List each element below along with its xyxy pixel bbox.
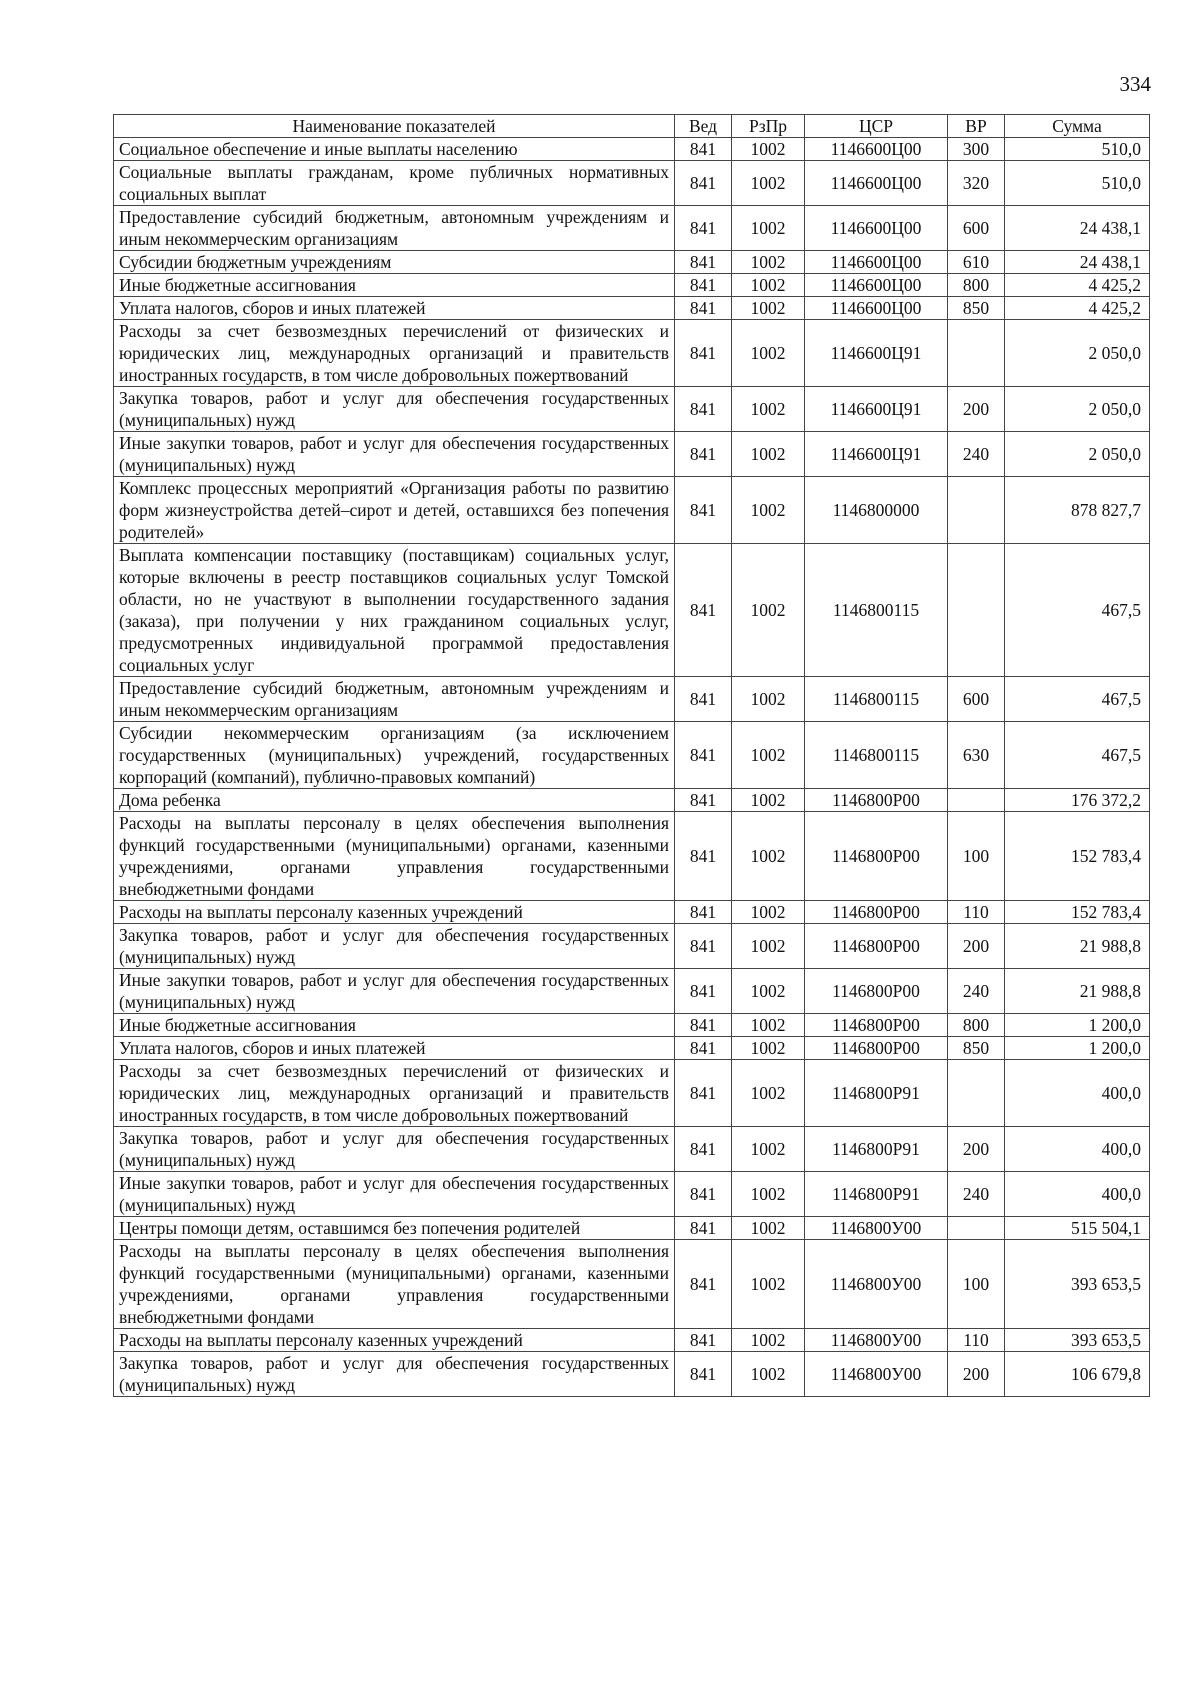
table-row bbox=[114, 138, 1150, 161]
cell-vr: 300 bbox=[948, 138, 1005, 161]
table-header-row bbox=[114, 115, 1150, 138]
cell-csr: 1146800Р91 bbox=[805, 1172, 948, 1217]
cell-rzpr: 1002 bbox=[732, 161, 805, 206]
table-row bbox=[114, 274, 1150, 297]
cell-name: Закупка товаров, работ и услуг для обеспечения государственных (муниципальных) нужд bbox=[114, 1127, 675, 1172]
cell-vr: 600 bbox=[948, 206, 1005, 251]
table-row bbox=[114, 677, 1150, 722]
cell-vr: 240 bbox=[948, 432, 1005, 477]
cell-name: Социальные выплаты гражданам, кроме публичных нормативных социальных выплат bbox=[114, 161, 675, 206]
cell-sum: 878 827,7 bbox=[1005, 477, 1150, 544]
cell-ved: 841 bbox=[675, 544, 732, 677]
cell-sum: 24 438,1 bbox=[1005, 206, 1150, 251]
cell-csr: 1146600Ц91 bbox=[805, 320, 948, 387]
cell-sum: 152 783,4 bbox=[1005, 812, 1150, 901]
cell-sum: 400,0 bbox=[1005, 1060, 1150, 1127]
cell-csr: 1146800Р00 bbox=[805, 901, 948, 924]
cell-vr bbox=[948, 1060, 1005, 1127]
table-row bbox=[114, 812, 1150, 901]
cell-rzpr: 1002 bbox=[732, 1127, 805, 1172]
cell-ved: 841 bbox=[675, 161, 732, 206]
cell-csr: 1146800Р00 bbox=[805, 1037, 948, 1060]
cell-name: Расходы за счет безвозмездных перечислений от физических и юридических лиц, международных организаций и правительств иностранных государств, в том числе добровольных пожертвований bbox=[114, 1060, 675, 1127]
header-sum: Сумма bbox=[1005, 115, 1150, 138]
cell-sum: 467,5 bbox=[1005, 544, 1150, 677]
cell-sum: 510,0 bbox=[1005, 138, 1150, 161]
cell-vr: 200 bbox=[948, 1352, 1005, 1397]
table-row bbox=[114, 387, 1150, 432]
cell-ved: 841 bbox=[675, 1060, 732, 1127]
cell-ved: 841 bbox=[675, 901, 732, 924]
cell-vr: 100 bbox=[948, 812, 1005, 901]
cell-name: Закупка товаров, работ и услуг для обеспечения государственных (муниципальных) нужд bbox=[114, 387, 675, 432]
cell-sum: 1 200,0 bbox=[1005, 1014, 1150, 1037]
cell-rzpr: 1002 bbox=[732, 901, 805, 924]
cell-ved: 841 bbox=[675, 432, 732, 477]
table-row bbox=[114, 1217, 1150, 1240]
cell-rzpr: 1002 bbox=[732, 544, 805, 677]
cell-sum: 467,5 bbox=[1005, 677, 1150, 722]
cell-rzpr: 1002 bbox=[732, 251, 805, 274]
cell-ved: 841 bbox=[675, 1217, 732, 1240]
cell-ved: 841 bbox=[675, 1172, 732, 1217]
page-number: 334 bbox=[1119, 72, 1151, 96]
cell-sum: 510,0 bbox=[1005, 161, 1150, 206]
cell-vr: 630 bbox=[948, 722, 1005, 789]
table-row bbox=[114, 544, 1150, 677]
cell-sum: 2 050,0 bbox=[1005, 320, 1150, 387]
cell-name: Уплата налогов, сборов и иных платежей bbox=[114, 1037, 675, 1060]
cell-sum: 176 372,2 bbox=[1005, 789, 1150, 812]
cell-name: Расходы на выплаты персоналу в целях обеспечения выполнения функций государственными (муниципальными) органами, казенными учреждениями, органами управления государственными внебюджетными фондами bbox=[114, 812, 675, 901]
cell-ved: 841 bbox=[675, 477, 732, 544]
table-row bbox=[114, 297, 1150, 320]
cell-csr: 1146800115 bbox=[805, 544, 948, 677]
table-row bbox=[114, 1329, 1150, 1352]
cell-name: Иные закупки товаров, работ и услуг для обеспечения государственных (муниципальных) нужд bbox=[114, 432, 675, 477]
cell-sum: 400,0 bbox=[1005, 1127, 1150, 1172]
cell-ved: 841 bbox=[675, 138, 732, 161]
table-row bbox=[114, 924, 1150, 969]
table-row bbox=[114, 969, 1150, 1014]
cell-csr: 1146800115 bbox=[805, 722, 948, 789]
cell-vr: 200 bbox=[948, 387, 1005, 432]
cell-sum: 2 050,0 bbox=[1005, 432, 1150, 477]
cell-csr: 1146800Р00 bbox=[805, 969, 948, 1014]
cell-csr: 1146600Ц00 bbox=[805, 206, 948, 251]
cell-rzpr: 1002 bbox=[732, 477, 805, 544]
cell-csr: 1146800У00 bbox=[805, 1329, 948, 1352]
cell-name: Выплата компенсации поставщику (поставщикам) социальных услуг, которые включены в реестр поставщиков социальных услуг Томской области, но не участвуют в выполнении государственного задания (заказа), при получении у них гражданином социальных услуг, предусмотренных индивидуальной программой предоставления социальных услуг bbox=[114, 544, 675, 677]
cell-rzpr: 1002 bbox=[732, 677, 805, 722]
cell-ved: 841 bbox=[675, 1037, 732, 1060]
cell-vr bbox=[948, 789, 1005, 812]
cell-csr: 1146800У00 bbox=[805, 1240, 948, 1329]
cell-rzpr: 1002 bbox=[732, 1217, 805, 1240]
cell-ved: 841 bbox=[675, 320, 732, 387]
cell-name: Закупка товаров, работ и услуг для обеспечения государственных (муниципальных) нужд bbox=[114, 1352, 675, 1397]
table-row bbox=[114, 161, 1150, 206]
cell-rzpr: 1002 bbox=[732, 206, 805, 251]
cell-ved: 841 bbox=[675, 297, 732, 320]
cell-ved: 841 bbox=[675, 924, 732, 969]
cell-rzpr: 1002 bbox=[732, 722, 805, 789]
cell-name: Иные закупки товаров, работ и услуг для обеспечения государственных (муниципальных) нужд bbox=[114, 969, 675, 1014]
cell-csr: 1146800У00 bbox=[805, 1352, 948, 1397]
header-csr: ЦСР bbox=[805, 115, 948, 138]
cell-vr bbox=[948, 544, 1005, 677]
header-rzpr: РзПр bbox=[732, 115, 805, 138]
table-row bbox=[114, 901, 1150, 924]
table-row bbox=[114, 432, 1150, 477]
table-row bbox=[114, 1060, 1150, 1127]
cell-vr: 240 bbox=[948, 969, 1005, 1014]
table-row bbox=[114, 1352, 1150, 1397]
cell-ved: 841 bbox=[675, 251, 732, 274]
cell-vr: 200 bbox=[948, 1127, 1005, 1172]
table-row bbox=[114, 477, 1150, 544]
cell-name: Иные бюджетные ассигнования bbox=[114, 1014, 675, 1037]
cell-vr bbox=[948, 477, 1005, 544]
cell-rzpr: 1002 bbox=[732, 274, 805, 297]
cell-ved: 841 bbox=[675, 274, 732, 297]
header-name: Наименование показателей bbox=[114, 115, 675, 138]
cell-rzpr: 1002 bbox=[732, 432, 805, 477]
cell-name: Дома ребенка bbox=[114, 789, 675, 812]
cell-name: Расходы на выплаты персоналу казенных учреждений bbox=[114, 1329, 675, 1352]
cell-csr: 1146800Р91 bbox=[805, 1060, 948, 1127]
cell-name: Иные закупки товаров, работ и услуг для обеспечения государственных (муниципальных) нужд bbox=[114, 1172, 675, 1217]
cell-ved: 841 bbox=[675, 812, 732, 901]
cell-rzpr: 1002 bbox=[732, 387, 805, 432]
cell-name: Расходы за счет безвозмездных перечислений от физических и юридических лиц, международных организаций и правительств иностранных государств, в том числе добровольных пожертвований bbox=[114, 320, 675, 387]
cell-rzpr: 1002 bbox=[732, 812, 805, 901]
cell-ved: 841 bbox=[675, 387, 732, 432]
cell-name: Расходы на выплаты персоналу казенных учреждений bbox=[114, 901, 675, 924]
cell-name: Иные бюджетные ассигнования bbox=[114, 274, 675, 297]
cell-csr: 1146600Ц91 bbox=[805, 387, 948, 432]
table-row bbox=[114, 722, 1150, 789]
cell-ved: 841 bbox=[675, 1352, 732, 1397]
cell-rzpr: 1002 bbox=[732, 1352, 805, 1397]
cell-vr: 850 bbox=[948, 1037, 1005, 1060]
cell-csr: 1146800Р00 bbox=[805, 1014, 948, 1037]
cell-sum: 24 438,1 bbox=[1005, 251, 1150, 274]
cell-sum: 400,0 bbox=[1005, 1172, 1150, 1217]
cell-vr: 800 bbox=[948, 274, 1005, 297]
cell-rzpr: 1002 bbox=[732, 969, 805, 1014]
cell-csr: 1146600Ц00 bbox=[805, 161, 948, 206]
header-ved: Вед bbox=[675, 115, 732, 138]
cell-rzpr: 1002 bbox=[732, 1172, 805, 1217]
cell-sum: 2 050,0 bbox=[1005, 387, 1150, 432]
cell-csr: 1146600Ц91 bbox=[805, 432, 948, 477]
cell-rzpr: 1002 bbox=[732, 1037, 805, 1060]
cell-sum: 393 653,5 bbox=[1005, 1240, 1150, 1329]
budget-table bbox=[113, 114, 1150, 1397]
cell-ved: 841 bbox=[675, 1127, 732, 1172]
cell-rzpr: 1002 bbox=[732, 1060, 805, 1127]
cell-ved: 841 bbox=[675, 1014, 732, 1037]
cell-sum: 1 200,0 bbox=[1005, 1037, 1150, 1060]
cell-csr: 1146600Ц00 bbox=[805, 274, 948, 297]
table-row bbox=[114, 251, 1150, 274]
cell-name: Субсидии некоммерческим организациям (за исключением государственных (муниципальных) учреждений, государственных корпораций (компаний), публично-правовых компаний) bbox=[114, 722, 675, 789]
cell-sum: 515 504,1 bbox=[1005, 1217, 1150, 1240]
cell-vr: 600 bbox=[948, 677, 1005, 722]
cell-csr: 1146800У00 bbox=[805, 1217, 948, 1240]
cell-name: Субсидии бюджетным учреждениям bbox=[114, 251, 675, 274]
cell-vr: 610 bbox=[948, 251, 1005, 274]
cell-sum: 4 425,2 bbox=[1005, 297, 1150, 320]
cell-csr: 1146800Р91 bbox=[805, 1127, 948, 1172]
cell-ved: 841 bbox=[675, 969, 732, 1014]
cell-vr bbox=[948, 320, 1005, 387]
table-body bbox=[114, 138, 1150, 1397]
cell-name: Социальное обеспечение и иные выплаты населению bbox=[114, 138, 675, 161]
cell-name: Уплата налогов, сборов и иных платежей bbox=[114, 297, 675, 320]
cell-name: Расходы на выплаты персоналу в целях обеспечения выполнения функций государственными (муниципальными) органами, казенными учреждениями, органами управления государственными внебюджетными фондами bbox=[114, 1240, 675, 1329]
cell-sum: 21 988,8 bbox=[1005, 969, 1150, 1014]
cell-csr: 1146800000 bbox=[805, 477, 948, 544]
cell-sum: 393 653,5 bbox=[1005, 1329, 1150, 1352]
cell-sum: 106 679,8 bbox=[1005, 1352, 1150, 1397]
cell-csr: 1146800Р00 bbox=[805, 789, 948, 812]
cell-rzpr: 1002 bbox=[732, 789, 805, 812]
cell-csr: 1146600Ц00 bbox=[805, 138, 948, 161]
cell-sum: 4 425,2 bbox=[1005, 274, 1150, 297]
cell-name: Предоставление субсидий бюджетным, автономным учреждениям и иным некоммерческим организациям bbox=[114, 206, 675, 251]
cell-rzpr: 1002 bbox=[732, 1240, 805, 1329]
cell-name: Предоставление субсидий бюджетным, автономным учреждениям и иным некоммерческим организациям bbox=[114, 677, 675, 722]
cell-sum: 467,5 bbox=[1005, 722, 1150, 789]
cell-ved: 841 bbox=[675, 789, 732, 812]
cell-vr: 110 bbox=[948, 901, 1005, 924]
cell-vr: 110 bbox=[948, 1329, 1005, 1352]
cell-ved: 841 bbox=[675, 206, 732, 251]
cell-rzpr: 1002 bbox=[732, 924, 805, 969]
cell-vr: 200 bbox=[948, 924, 1005, 969]
cell-rzpr: 1002 bbox=[732, 1014, 805, 1037]
cell-name: Центры помощи детям, оставшимся без попечения родителей bbox=[114, 1217, 675, 1240]
cell-vr: 850 bbox=[948, 297, 1005, 320]
cell-sum: 21 988,8 bbox=[1005, 924, 1150, 969]
cell-vr: 320 bbox=[948, 161, 1005, 206]
cell-sum: 152 783,4 bbox=[1005, 901, 1150, 924]
table-row bbox=[114, 1240, 1150, 1329]
cell-vr: 240 bbox=[948, 1172, 1005, 1217]
cell-csr: 1146800Р00 bbox=[805, 924, 948, 969]
table-row bbox=[114, 206, 1150, 251]
cell-rzpr: 1002 bbox=[732, 1329, 805, 1352]
cell-csr: 1146800115 bbox=[805, 677, 948, 722]
cell-csr: 1146800Р00 bbox=[805, 812, 948, 901]
table-row bbox=[114, 1037, 1150, 1060]
table-row bbox=[114, 789, 1150, 812]
cell-vr: 100 bbox=[948, 1240, 1005, 1329]
table-row bbox=[114, 320, 1150, 387]
cell-ved: 841 bbox=[675, 677, 732, 722]
cell-ved: 841 bbox=[675, 1329, 732, 1352]
cell-rzpr: 1002 bbox=[732, 320, 805, 387]
cell-rzpr: 1002 bbox=[732, 138, 805, 161]
table-row bbox=[114, 1127, 1150, 1172]
cell-name: Комплекс процессных мероприятий «Организация работы по развитию форм жизнеустройства детей–сирот и детей, оставшихся без попечения родителей» bbox=[114, 477, 675, 544]
cell-name: Закупка товаров, работ и услуг для обеспечения государственных (муниципальных) нужд bbox=[114, 924, 675, 969]
cell-ved: 841 bbox=[675, 722, 732, 789]
table-row bbox=[114, 1014, 1150, 1037]
header-vr: ВР bbox=[948, 115, 1005, 138]
cell-vr: 800 bbox=[948, 1014, 1005, 1037]
table-row bbox=[114, 1172, 1150, 1217]
cell-vr bbox=[948, 1217, 1005, 1240]
cell-csr: 1146600Ц00 bbox=[805, 251, 948, 274]
cell-csr: 1146600Ц00 bbox=[805, 297, 948, 320]
cell-ved: 841 bbox=[675, 1240, 732, 1329]
cell-rzpr: 1002 bbox=[732, 297, 805, 320]
